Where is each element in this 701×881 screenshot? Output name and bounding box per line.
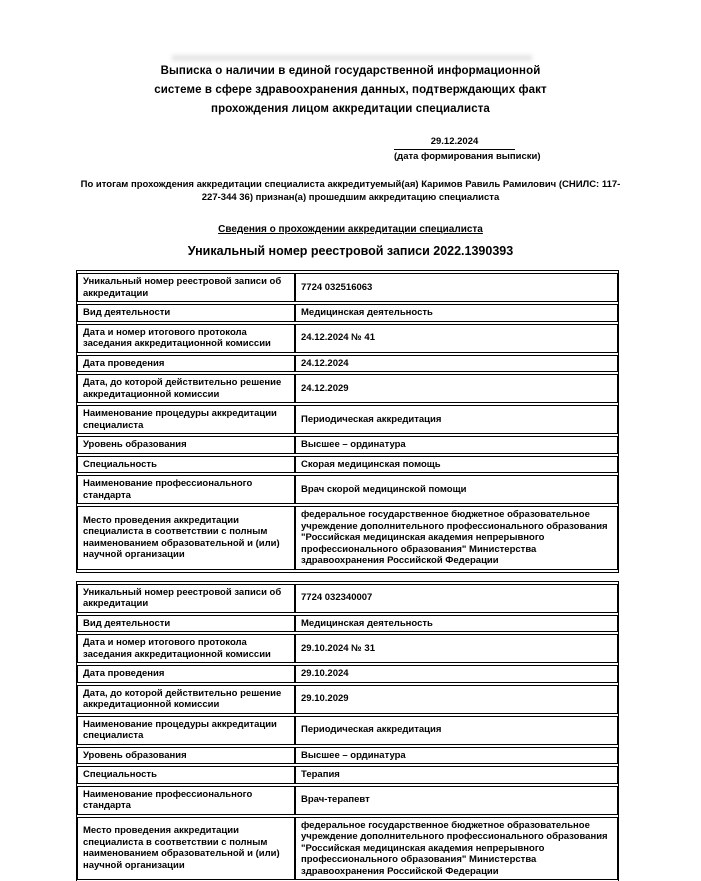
row-value: Периодическая аккредитация — [295, 405, 618, 434]
row-value: Врач-терапевт — [295, 786, 618, 815]
table-row — [77, 475, 618, 504]
title-line-1: Выписка о наличии в единой государственной информационной — [160, 65, 541, 77]
row-value: 24.12.2024 № 41 — [295, 324, 618, 353]
table-row — [77, 324, 618, 353]
row-label: Наименование профессионального стандарта — [77, 475, 295, 504]
title-line-3: прохождения лицом аккредитации специалиста — [211, 103, 490, 115]
table-row — [77, 456, 618, 474]
table-row — [77, 506, 618, 570]
table-row — [77, 405, 618, 434]
row-label: Дата и номер итогового протокола заседания аккредитационной комиссии — [77, 634, 295, 663]
date-block — [0, 136, 701, 164]
table-row — [77, 747, 618, 765]
table-row — [77, 716, 618, 745]
intro-paragraph: По итогам прохождения аккредитации специалиста аккредитуемый(ая) Каримов Равиль Рамилович (СНИЛС: 117-227-344 36) признан(а) прошедшим аккредитацию специалиста — [80, 179, 621, 203]
table-row — [77, 634, 618, 663]
table-row — [77, 374, 618, 403]
row-label: Место проведения аккредитации специалиста в соответствии с полным наименованием образовательной и (или) научной организации — [77, 817, 295, 881]
table-row — [77, 355, 618, 373]
date-box — [394, 136, 541, 163]
row-value: федеральное государственное бюджетное образовательное учреждение дополнительного профессионального образования "Российская медицинская академия непрерывного профессионального образования" Министерства здравоохранения Российской Федерации — [295, 817, 618, 881]
table-row — [77, 615, 618, 633]
row-label: Дата, до которой действительно решение аккредитационной комиссии — [77, 685, 295, 714]
row-label: Наименование профессионального стандарта — [77, 786, 295, 815]
row-label: Дата и номер итогового протокола заседания аккредитационной комиссии — [77, 324, 295, 353]
row-label: Уровень образования — [77, 436, 295, 454]
row-label: Уникальный номер реестровой записи об аккредитации — [77, 584, 295, 613]
row-label: Дата проведения — [77, 355, 295, 373]
row-value: Высшее – ординатура — [295, 436, 618, 454]
table-row — [77, 786, 618, 815]
table-row — [77, 665, 618, 683]
row-value: 7724 032340007 — [295, 584, 618, 613]
extract-date: 29.12.2024 — [394, 136, 515, 150]
registry-number-heading: Уникальный номер реестровой записи 2022.1390393 — [187, 244, 514, 258]
row-value: Терапия — [295, 766, 618, 784]
title-line-2: системе в сфере здравоохранения данных, подтверждающих факт — [154, 84, 547, 96]
table-row — [77, 584, 618, 613]
accreditation-table-1 — [76, 270, 619, 573]
extract-date-caption: (дата формирования выписки) — [394, 151, 541, 162]
row-value: федеральное государственное бюджетное образовательное учреждение дополнительного профессионального образования "Российская медицинская академия непрерывного профессионального образования" Министерства здравоохранения Российской Федерации — [295, 506, 618, 570]
table-row — [77, 436, 618, 454]
row-value: 29.10.2024 — [295, 665, 618, 683]
row-label: Специальность — [77, 766, 295, 784]
row-value: Врач скорой медицинской помощи — [295, 475, 618, 504]
row-value: Высшее – ординатура — [295, 747, 618, 765]
row-value: Медицинская деятельность — [295, 615, 618, 633]
table-row — [77, 766, 618, 784]
section-heading: Сведения о прохождении аккредитации специалиста — [218, 224, 483, 235]
row-value: Скорая медицинская помощь — [295, 456, 618, 474]
row-label: Вид деятельности — [77, 615, 295, 633]
row-label: Дата проведения — [77, 665, 295, 683]
row-label: Уникальный номер реестровой записи об аккредитации — [77, 273, 295, 302]
row-label: Дата, до которой действительно решение аккредитационной комиссии — [77, 374, 295, 403]
table-row — [77, 304, 618, 322]
row-value: 24.12.2029 — [295, 374, 618, 403]
scan-artifact — [172, 55, 532, 61]
table-row — [77, 273, 618, 302]
row-value: 29.10.2029 — [295, 685, 618, 714]
row-label: Место проведения аккредитации специалиста в соответствии с полным наименованием образовательной и (или) научной организации — [77, 506, 295, 570]
table-row — [77, 817, 618, 881]
row-value: 24.12.2024 — [295, 355, 618, 373]
row-value: Периодическая аккредитация — [295, 716, 618, 745]
accreditation-table-2 — [76, 581, 619, 881]
row-label: Наименование процедуры аккредитации специалиста — [77, 716, 295, 745]
row-label: Вид деятельности — [77, 304, 295, 322]
document-title — [0, 62, 701, 119]
row-label: Наименование процедуры аккредитации специалиста — [77, 405, 295, 434]
row-value: 29.10.2024 № 31 — [295, 634, 618, 663]
row-label: Уровень образования — [77, 747, 295, 765]
row-value: 7724 032516063 — [295, 273, 618, 302]
table-row — [77, 685, 618, 714]
row-label: Специальность — [77, 456, 295, 474]
row-value: Медицинская деятельность — [295, 304, 618, 322]
